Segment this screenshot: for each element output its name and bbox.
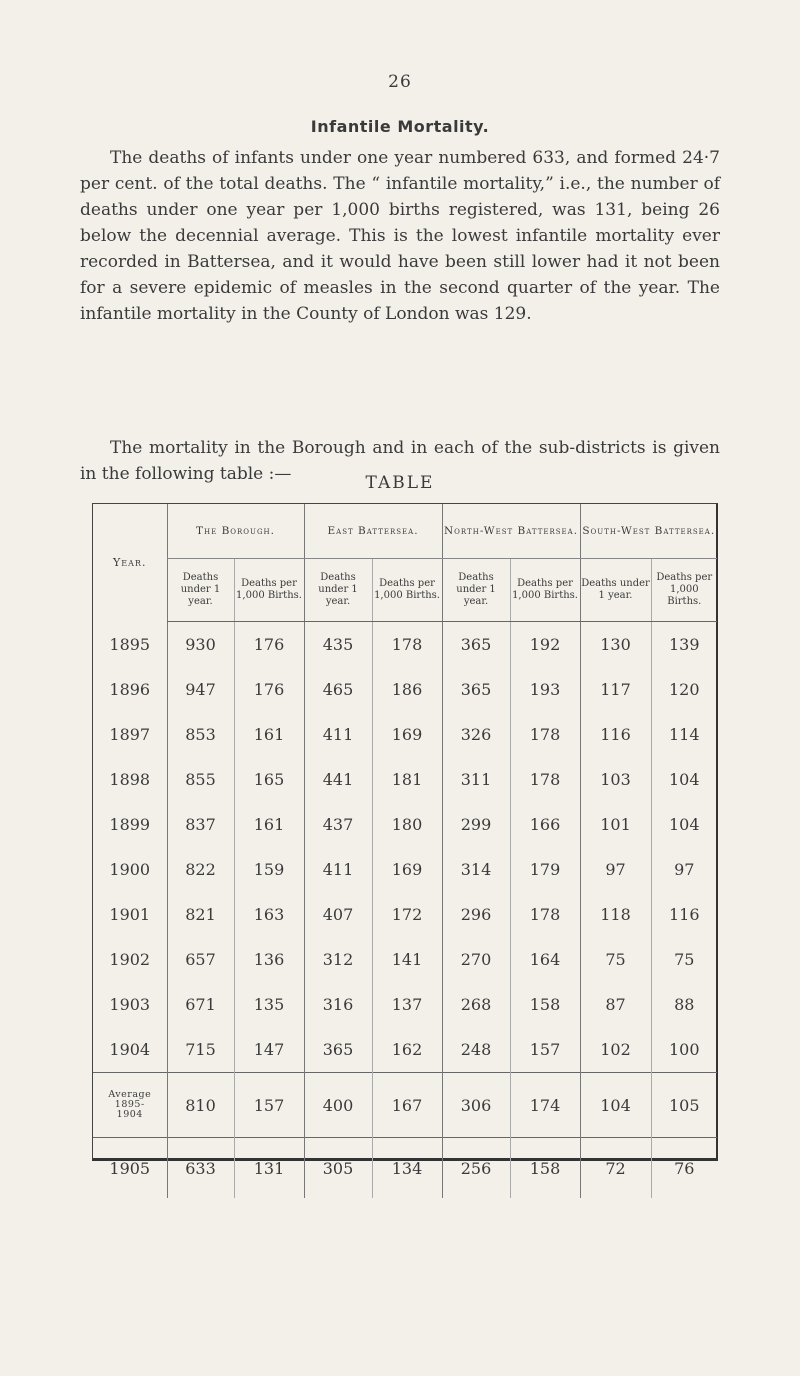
table-cell: 715 xyxy=(167,1027,234,1073)
paragraph-intro: The deaths of infants under one year numbered 633, and formed 24·7 per cent. of the total deaths. The “ infantile mortality,” i.e., the number of deaths under one year per 1,000 births registered, was 131, being 26 below the decennial average. This is the lowest infantile mortality ever recorded in Battersea, and it would have been still lower had it not been for a severe epidemic of measles in the second quarter of the year. The infantile mortality in the County of London was 129. xyxy=(80,148,720,324)
table-cell: 162 xyxy=(372,1027,442,1073)
table-cell: 193 xyxy=(510,667,580,712)
table-cell: 671 xyxy=(167,982,234,1027)
table-cell: 87 xyxy=(580,982,651,1027)
year-cell: 1905 xyxy=(93,1138,167,1199)
group-header-north-west: North-West Battersea. xyxy=(442,504,580,559)
table-cell: 76 xyxy=(651,1138,717,1199)
year-cell: 1898 xyxy=(109,770,151,789)
table-row xyxy=(93,712,717,757)
table-cell: 116 xyxy=(651,892,717,937)
table-cell: 314 xyxy=(442,847,510,892)
table-cell: 270 xyxy=(442,937,510,982)
table-cell: 178 xyxy=(372,622,442,668)
year-cell: 1897 xyxy=(109,725,151,744)
table-cell: 167 xyxy=(372,1073,442,1138)
table-cell: 104 xyxy=(580,1073,651,1138)
table-cell: 158 xyxy=(510,982,580,1027)
table-cell: 822 xyxy=(167,847,234,892)
table-cell: 633 xyxy=(167,1138,234,1199)
table-cell: 159 xyxy=(234,847,304,892)
table-cell: 104 xyxy=(651,802,717,847)
table-cell: 180 xyxy=(372,802,442,847)
table-cell: 72 xyxy=(580,1138,651,1199)
table-cell: 853 xyxy=(167,712,234,757)
table-cell: 305 xyxy=(304,1138,372,1199)
table-cell: 165 xyxy=(234,757,304,802)
table-cell: 179 xyxy=(510,847,580,892)
table-row xyxy=(93,667,717,712)
table-cell: 114 xyxy=(651,712,717,757)
subheader-deaths-under: Deaths under 1 year. xyxy=(167,559,234,622)
table-cell: 158 xyxy=(510,1138,580,1199)
average-label-line2: 1895- xyxy=(114,1099,145,1110)
table-cell: 120 xyxy=(651,667,717,712)
subheader-deaths-per: Deaths per 1,000 Births. xyxy=(510,559,580,622)
table-cell: 147 xyxy=(234,1027,304,1073)
table-cell: 75 xyxy=(651,937,717,982)
table-cell: 837 xyxy=(167,802,234,847)
table-cell: 299 xyxy=(442,802,510,847)
table-cell: 930 xyxy=(167,622,234,668)
table-cell: 435 xyxy=(304,622,372,668)
average-label-line3: 1904 xyxy=(116,1109,143,1120)
table-cell: 810 xyxy=(167,1073,234,1138)
table-cell: 365 xyxy=(442,667,510,712)
year-cell: 1904 xyxy=(109,1040,151,1059)
table-cell: 161 xyxy=(234,802,304,847)
table-cell: 178 xyxy=(510,892,580,937)
table-cell: 181 xyxy=(372,757,442,802)
table-body xyxy=(93,622,717,1199)
table-cell: 176 xyxy=(234,622,304,668)
table-row xyxy=(93,802,717,847)
table-row xyxy=(93,892,717,937)
table-cell: 134 xyxy=(372,1138,442,1199)
table-cell: 116 xyxy=(580,712,651,757)
mortality-table-frame xyxy=(92,503,718,1178)
subheader-deaths-per: Deaths per 1,000 Births. xyxy=(372,559,442,622)
table-caption: TABLE xyxy=(365,473,435,493)
mortality-table xyxy=(93,504,717,1198)
table-cell: 186 xyxy=(372,667,442,712)
subheader-deaths-per: Deaths per 1,000 Births. xyxy=(651,559,717,622)
table-cell: 139 xyxy=(651,622,717,668)
table-cell: 105 xyxy=(651,1073,717,1138)
table-row xyxy=(93,982,717,1027)
table-cell: 164 xyxy=(510,937,580,982)
table-cell: 141 xyxy=(372,937,442,982)
table-cell: 248 xyxy=(442,1027,510,1073)
group-header-south-west: South-West Battersea. xyxy=(580,504,717,559)
table-cell: 306 xyxy=(442,1073,510,1138)
table-cell: 117 xyxy=(580,667,651,712)
table-cell: 400 xyxy=(304,1073,372,1138)
table-cell: 256 xyxy=(442,1138,510,1199)
table-cell: 169 xyxy=(372,847,442,892)
subheader-deaths-per: Deaths per 1,000 Births. xyxy=(234,559,304,622)
average-label xyxy=(93,1073,167,1138)
table-cell: 316 xyxy=(304,982,372,1027)
page-number: 26 xyxy=(388,72,412,92)
table-cell: 131 xyxy=(234,1138,304,1199)
table-cell: 365 xyxy=(304,1027,372,1073)
table-cell: 296 xyxy=(442,892,510,937)
year-cell: 1902 xyxy=(109,950,151,969)
table-cell: 268 xyxy=(442,982,510,1027)
table-cell: 947 xyxy=(167,667,234,712)
table-cell: 88 xyxy=(651,982,717,1027)
table-row xyxy=(93,847,717,892)
table-cell: 365 xyxy=(442,622,510,668)
table-row xyxy=(93,622,717,668)
table-cell: 855 xyxy=(167,757,234,802)
table-cell: 157 xyxy=(234,1073,304,1138)
table-cell: 130 xyxy=(580,622,651,668)
subheader-deaths-under: Deaths under 1 year. xyxy=(442,559,510,622)
year-cell: 1900 xyxy=(109,860,151,879)
table-cell: 118 xyxy=(580,892,651,937)
table-cell: 441 xyxy=(304,757,372,802)
final-year-row xyxy=(93,1138,717,1199)
subheader-deaths-under: Deaths under 1 year. xyxy=(580,559,651,622)
group-header-borough: The Borough. xyxy=(167,504,304,559)
paragraph-table-intro: The mortality in the Borough and in each of the sub-districts is given in the following table :— xyxy=(80,438,720,484)
year-cell: 1901 xyxy=(109,905,151,924)
table-cell: 169 xyxy=(372,712,442,757)
table-row xyxy=(93,1027,717,1073)
table-cell: 136 xyxy=(234,937,304,982)
table-cell: 161 xyxy=(234,712,304,757)
year-cell: 1903 xyxy=(109,995,151,1014)
table-cell: 103 xyxy=(580,757,651,802)
table-cell: 821 xyxy=(167,892,234,937)
table-cell: 407 xyxy=(304,892,372,937)
table-cell: 178 xyxy=(510,712,580,757)
table-cell: 97 xyxy=(580,847,651,892)
table-cell: 174 xyxy=(510,1073,580,1138)
table-cell: 411 xyxy=(304,712,372,757)
section-heading: Infantile Mortality. xyxy=(310,117,490,136)
table-cell: 411 xyxy=(304,847,372,892)
table-cell: 176 xyxy=(234,667,304,712)
average-label-line1: Average xyxy=(108,1089,152,1100)
table-cell: 101 xyxy=(580,802,651,847)
table-cell: 137 xyxy=(372,982,442,1027)
table-cell: 172 xyxy=(372,892,442,937)
table-cell: 104 xyxy=(651,757,717,802)
table-cell: 157 xyxy=(510,1027,580,1073)
table-cell: 75 xyxy=(580,937,651,982)
year-cell: 1899 xyxy=(109,815,151,834)
year-cell: 1895 xyxy=(109,634,151,654)
year-column-header: Year. xyxy=(113,556,147,570)
table-cell: 437 xyxy=(304,802,372,847)
table-cell: 97 xyxy=(651,847,717,892)
table-cell: 102 xyxy=(580,1027,651,1073)
table-cell: 312 xyxy=(304,937,372,982)
table-cell: 465 xyxy=(304,667,372,712)
table-cell: 326 xyxy=(442,712,510,757)
table-cell: 135 xyxy=(234,982,304,1027)
average-row xyxy=(93,1073,717,1138)
table-cell: 192 xyxy=(510,622,580,668)
table-row xyxy=(93,937,717,982)
group-header-east: East Battersea. xyxy=(304,504,442,559)
table-cell: 178 xyxy=(510,757,580,802)
table-row xyxy=(93,757,717,802)
table-cell: 166 xyxy=(510,802,580,847)
subheader-deaths-under: Deaths under 1 year. xyxy=(304,559,372,622)
table-cell: 163 xyxy=(234,892,304,937)
year-cell: 1896 xyxy=(109,680,151,699)
table-cell: 311 xyxy=(442,757,510,802)
table-cell: 657 xyxy=(167,937,234,982)
table-cell: 100 xyxy=(651,1027,717,1073)
